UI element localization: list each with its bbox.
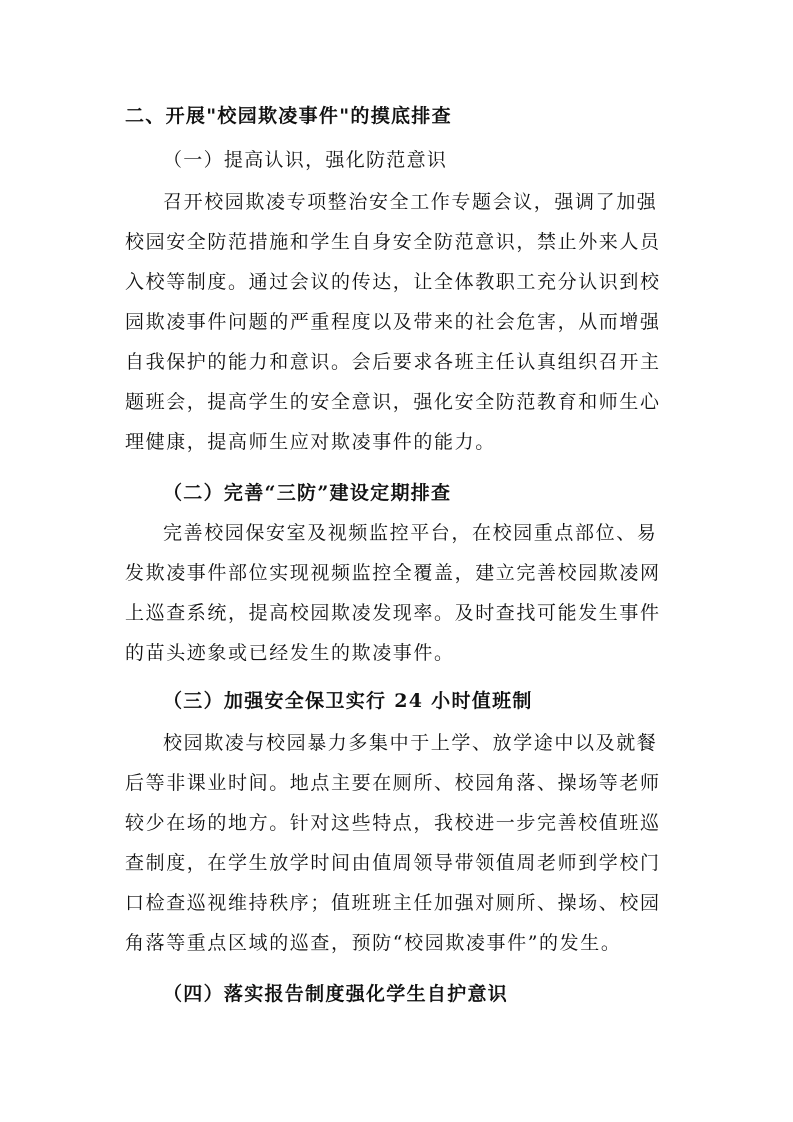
paragraph-3-line-1: 校园欺凌与校园暴力多集中于上学、放学途中以及就餐 bbox=[163, 732, 658, 754]
paragraph-1-line-2: 校园安全防范措施和学生自身安全防范意识，禁止外来人员 bbox=[125, 231, 661, 253]
subsection-1-heading: （一）提高认识，强化防范意识 bbox=[163, 149, 448, 171]
paragraph-1-line-7: 理健康，提高师生应对欺凌事件的能力。 bbox=[125, 431, 496, 453]
paragraph-3-line-4: 查制度，在学生放学时间由值周领导带领值周老师到学校门 bbox=[125, 852, 661, 874]
paragraph-2-line-4: 的苗头迹象或已经发生的欺凌事件。 bbox=[125, 642, 455, 664]
paragraph-3-line-5: 口检查巡视维持秩序；值班班主任加强对厕所、操场、校园 bbox=[125, 892, 661, 914]
subsection-4-heading: （四）落实报告制度强化学生自护意识 bbox=[163, 983, 509, 1005]
paragraph-1-line-1: 召开校园欺凌专项整治安全工作专题会议，强调了加强 bbox=[163, 191, 658, 213]
paragraph-2-line-3: 上巡查系统，提高校园欺凌发现率。及时查找可能发生事件 bbox=[125, 602, 661, 624]
paragraph-1-line-6: 题班会，提高学生的安全意识，强化安全防范教育和师生心 bbox=[125, 391, 661, 413]
paragraph-3-line-6: 角落等重点区域的巡查，预防“校园欺凌事件”的发生。 bbox=[125, 932, 622, 954]
paragraph-1-line-4: 园欺凌事件问题的严重程度以及带来的社会危害，从而增强 bbox=[125, 311, 661, 333]
paragraph-1-line-3: 入校等制度。通过会议的传达，让全体教职工充分认识到校 bbox=[125, 271, 661, 293]
paragraph-3-line-3: 较少在场的地方。针对这些特点，我校进一步完善校值班巡 bbox=[125, 812, 661, 834]
paragraph-2-line-1: 完善校园保安室及视频监控平台，在校园重点部位、易 bbox=[163, 522, 658, 544]
section-title: 二、开展"校园欺凌事件"的摸底排查 bbox=[125, 105, 452, 127]
subsection-2-heading: （二）完善“三防”建设定期排查 bbox=[163, 482, 452, 504]
paragraph-3-line-2: 后等非课业时间。地点主要在厕所、校园角落、操场等老师 bbox=[125, 772, 661, 794]
subsection-3-heading: （三）加强安全保卫实行 24 小时值班制 bbox=[163, 690, 533, 712]
paragraph-1-line-5: 自我保护的能力和意识。会后要求各班主任认真组织召开主 bbox=[125, 351, 661, 373]
paragraph-2-line-2: 发欺凌事件部位实现视频监控全覆盖，建立完善校园欺凌网 bbox=[125, 562, 661, 584]
